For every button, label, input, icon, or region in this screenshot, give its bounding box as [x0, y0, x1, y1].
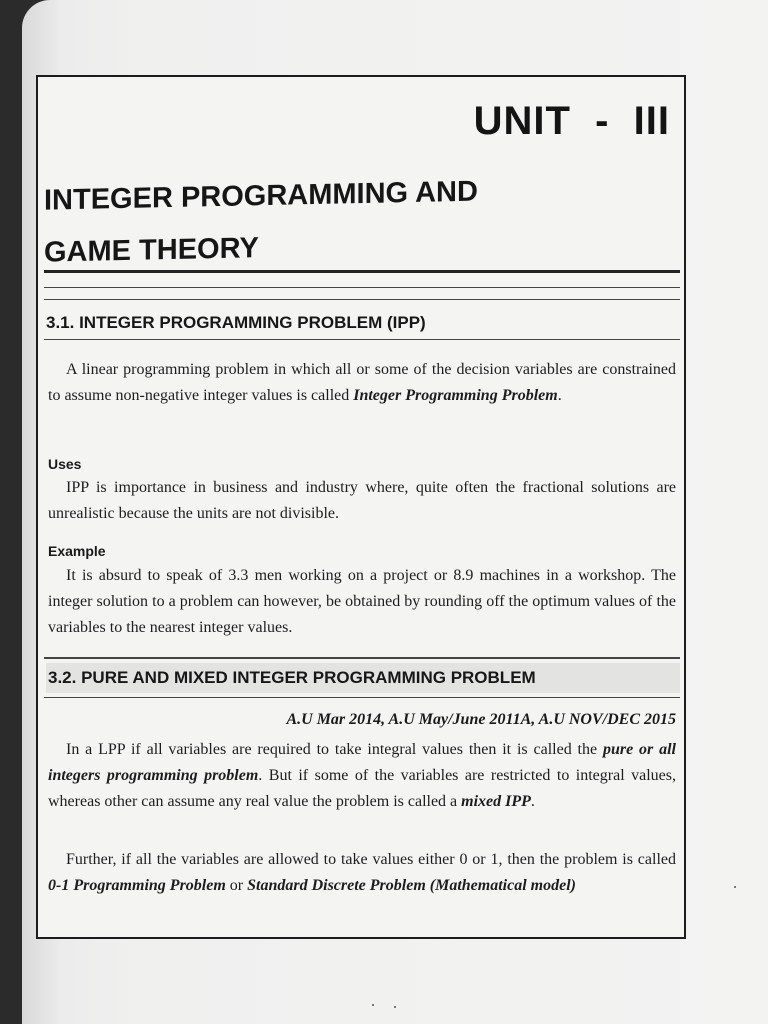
page-speck — [394, 1006, 396, 1008]
zero-one-term: 0-1 Programming Problem — [48, 877, 226, 894]
section-heading-3-2: 3.2. PURE AND MIXED INTEGER PROGRAMMING PROBLEM — [46, 663, 680, 693]
example-label: Example — [48, 543, 106, 559]
zero-one-paragraph: Further, if all the variables are allowed to take values either 0 or 1, then the problem is called 0-1 Programming Problem or Standard Discrete Problem (Mathematical model) — [48, 851, 676, 894]
title-rule — [44, 270, 680, 273]
unit-label: UNIT - III — [473, 99, 670, 143]
pure-ipp-term: pure or all integers programming problem — [48, 741, 677, 784]
section-heading-3-1: 3.1. INTEGER PROGRAMMING PROBLEM (IPP) — [46, 313, 426, 332]
uses-label: Uses — [48, 456, 82, 472]
content-frame — [36, 75, 686, 939]
page-speck — [734, 886, 736, 888]
ipp-term: Integer Programming Problem — [353, 387, 558, 404]
ipp-definition: A linear programming problem in which all or some of the decision variables are constrained to assume non-negative integer values is called Integer Programming Problem. — [48, 361, 676, 404]
chapter-title-line2: GAME THEORY — [44, 232, 259, 269]
section1-top-rule — [44, 299, 680, 300]
uses-text: IPP is importance in business and industry where, quite often the fractional solutions are unrealistic because the units are not divisible. — [48, 479, 676, 522]
chapter-title — [44, 163, 584, 278]
exam-reference: A.U Mar 2014, A.U May/June 2011A, A.U NOV/DEC 2015 — [286, 711, 676, 728]
pure-mixed-paragraph: In a LPP if all variables are required to take integral values then it is called the pure or all integers programming problem. But if some of the variables are restricted to integral values, whereas other can assume any real value the problem is called a mixed IPP. — [48, 741, 677, 810]
title-rule-thin — [44, 287, 680, 288]
mixed-ipp-term: mixed IPP — [461, 793, 531, 810]
section2-top-rule — [44, 657, 680, 659]
book-page — [22, 0, 768, 1024]
section2-bottom-rule — [44, 697, 680, 698]
page-speck — [372, 1004, 374, 1006]
example-text: It is absurd to speak of 3.3 men working on a project or 8.9 machines in a workshop. The integer solution to a problem can however, be obtained by rounding off the optimum values of the variables to the nearest integer values. — [48, 567, 676, 636]
standard-discrete-term: Standard Discrete Problem (Mathematical model) — [247, 877, 576, 894]
chapter-title-line1: INTEGER PROGRAMMING AND — [44, 175, 478, 217]
section1-bottom-rule — [44, 339, 680, 340]
